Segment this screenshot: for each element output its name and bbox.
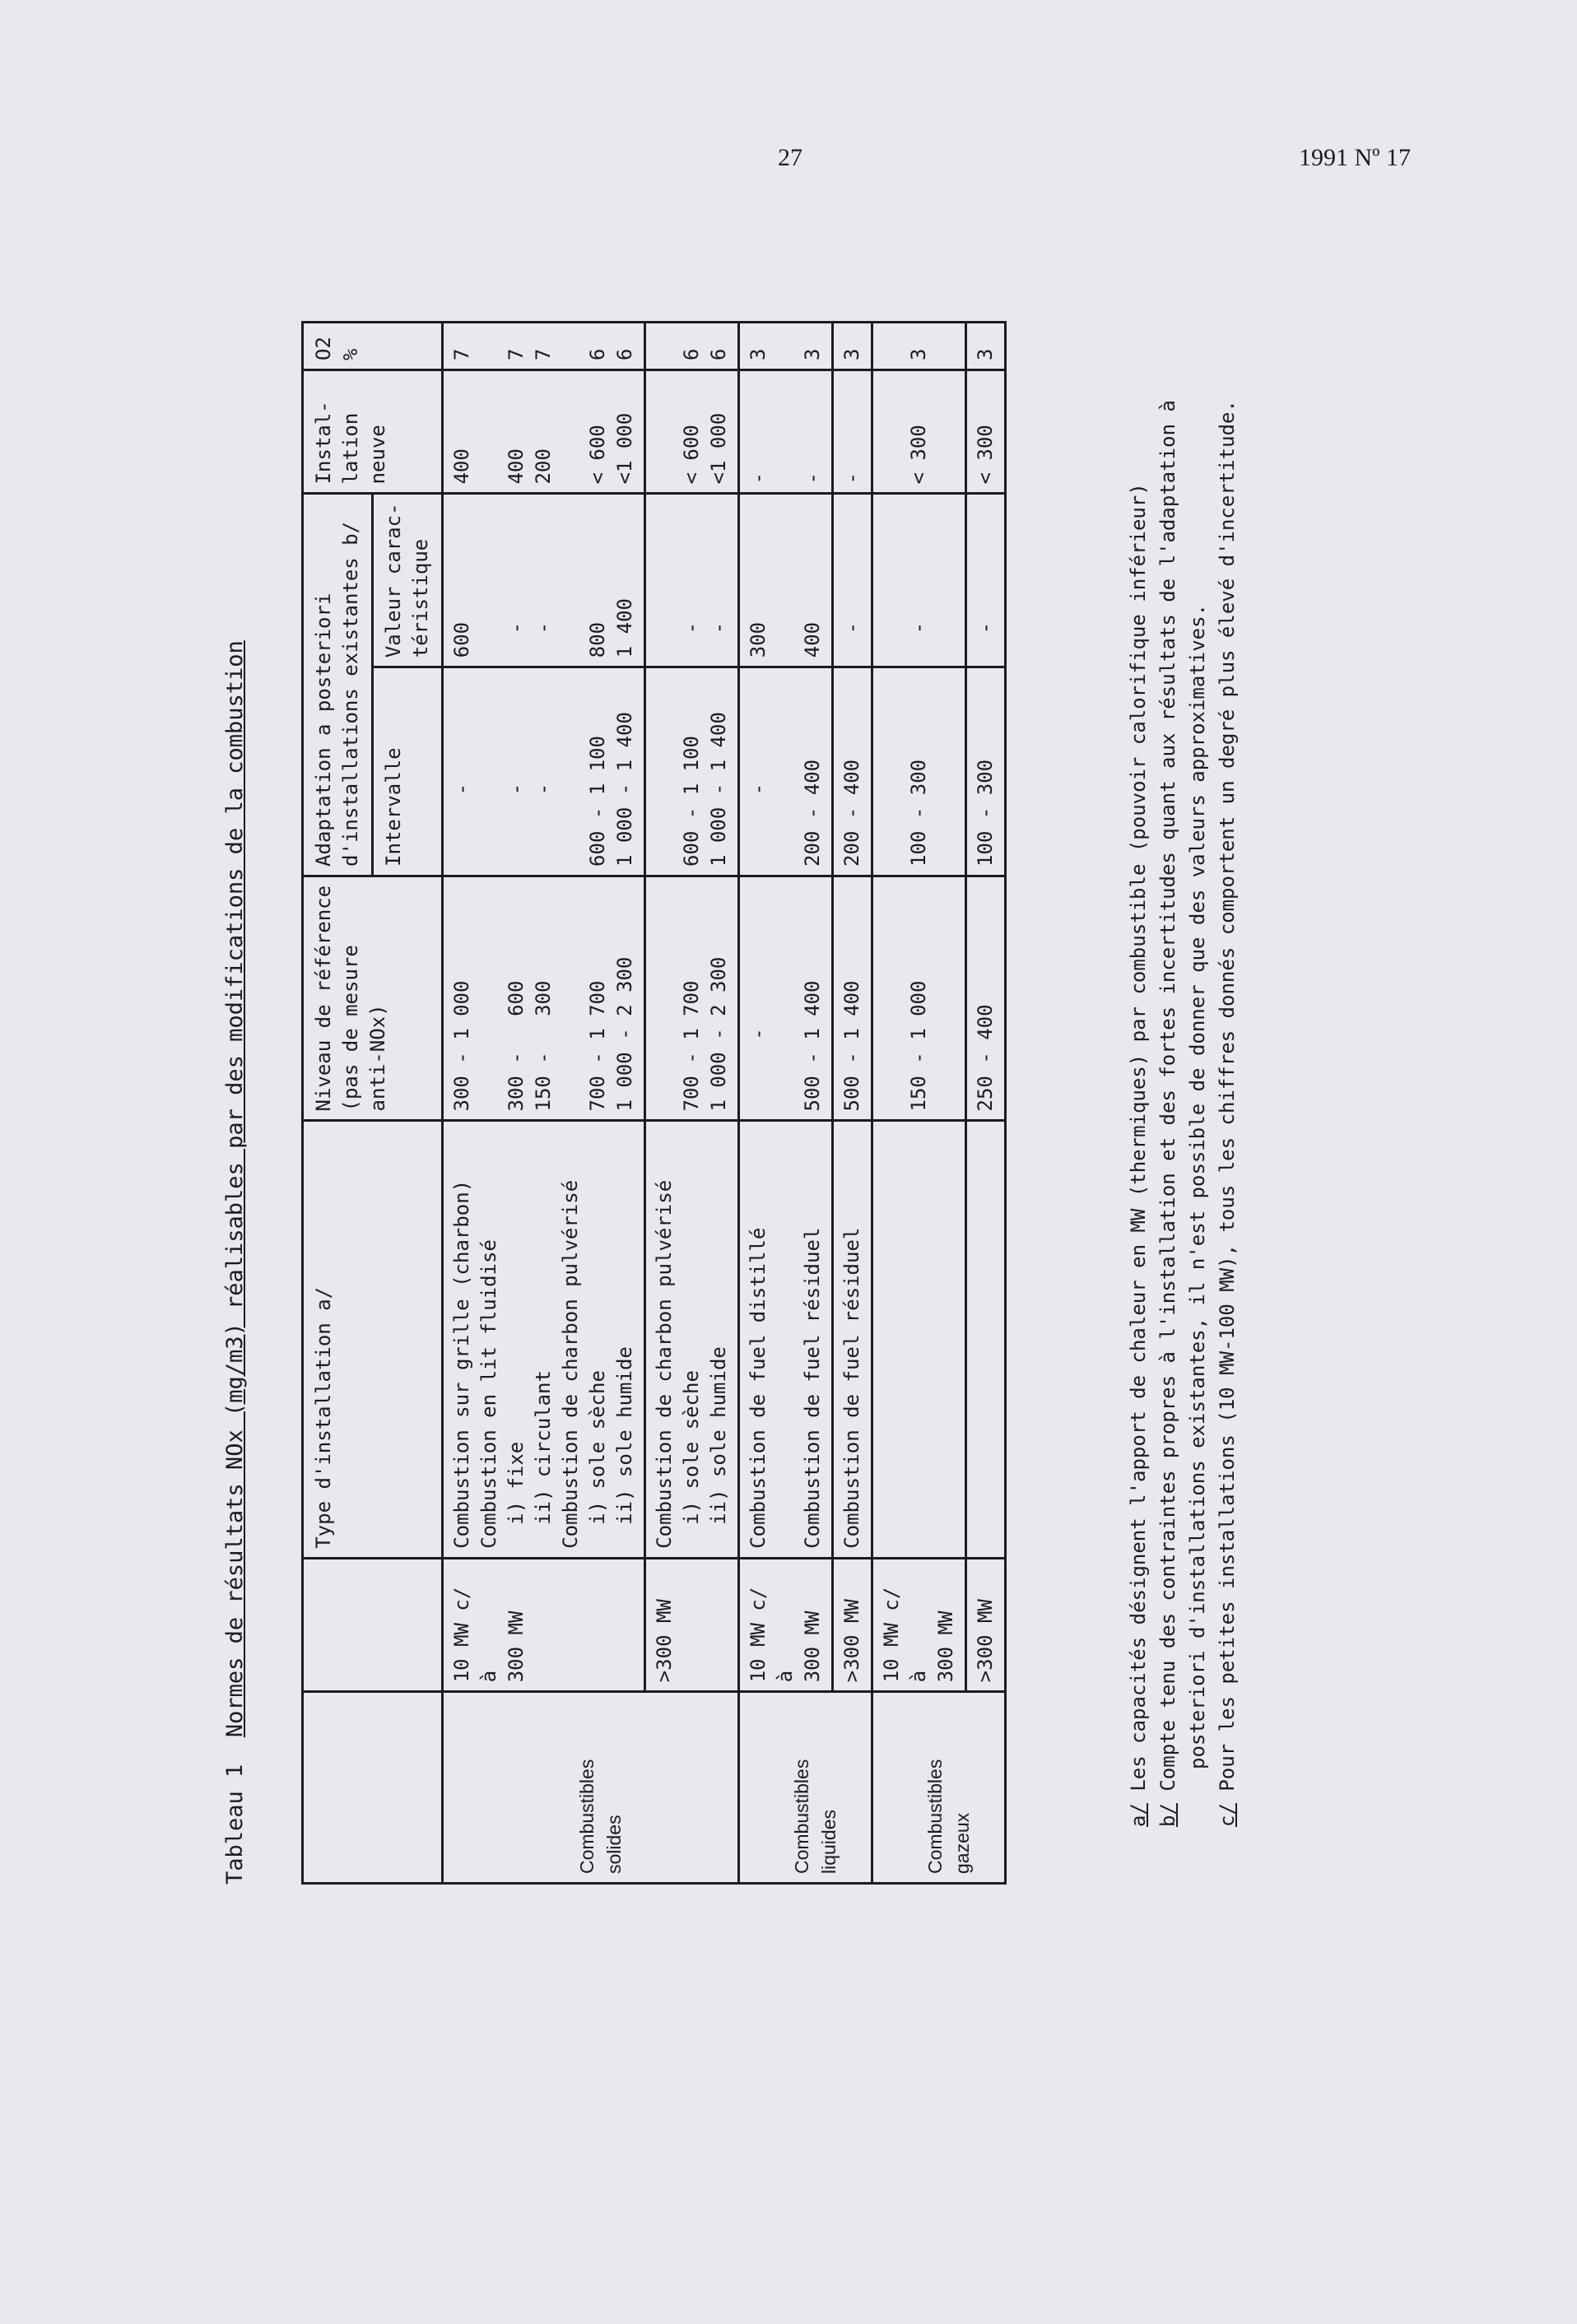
new-installation-cell: < 600 <1 000	[645, 370, 739, 493]
footnote-marker: b/	[1156, 1803, 1179, 1827]
header-reference: Niveau de référence (pas de mesure anti-NOx)	[303, 876, 443, 1121]
capacity-cell: >300 MW	[966, 1558, 1006, 1692]
value-cell: -	[872, 494, 966, 667]
new-installation-cell: - -	[739, 370, 833, 493]
o2-cell: 3 3	[739, 323, 833, 370]
category-liquides: Combustibles liquides	[739, 1692, 872, 1884]
interval-cell: 100 - 300	[872, 667, 966, 876]
document-reference: 1991 Nº 17	[1299, 144, 1411, 171]
new-installation-cell: -	[833, 370, 872, 493]
reference-cell: - 500 - 1 400	[739, 876, 833, 1121]
footnote-marker: a/	[1127, 1803, 1150, 1827]
footnote-text: Compte tenu des contraintes propres à l'installation et des fortes incertitudes quant aux résultats de l'adaptation à posteriori d'installations existantes, il n'est possible de donner que des valeurs approximatives.	[1156, 400, 1209, 1792]
table-row	[739, 323, 833, 1884]
reference-cell: 250 - 400	[966, 876, 1006, 1121]
page-number: 27	[778, 144, 802, 171]
table-header-row	[303, 323, 373, 1884]
value-cell: 300 400	[739, 494, 833, 667]
interval-cell: - - - 600 - 1 100 1 000 - 1 400	[443, 667, 645, 876]
nox-table	[301, 321, 1007, 1885]
value-cell: 600 - - 800 1 400	[443, 494, 645, 667]
type-cell	[966, 1121, 1006, 1558]
footnote-text: Pour les petites installations (10 MW-100 MW), tous les chiffres donnés comportent un degré plus élevé d'incertitude.	[1216, 400, 1239, 1792]
interval-cell: - 200 - 400	[739, 667, 833, 876]
table-row	[443, 323, 645, 1884]
table-title-text: Normes de résultats NOx (mg/m3) réalisables par des modifications de la combustion	[222, 640, 248, 1738]
reference-cell: 700 - 1 700 1 000 - 2 300	[645, 876, 739, 1121]
type-cell	[872, 1121, 966, 1558]
footnote-b	[1153, 321, 1212, 1885]
reference-cell: 150 - 1 000	[872, 876, 966, 1121]
header-o2: O2 %	[303, 323, 443, 370]
table-title	[222, 321, 248, 1885]
o2-cell: 6 6	[645, 323, 739, 370]
new-installation-cell: 400 400 200 < 600 <1 000	[443, 370, 645, 493]
table-row	[645, 323, 739, 1884]
type-cell: Combustion sur grille (charbon) Combustion en lit fluidisé i) fixe ii) circulant Combustion de charbon pulvérisé i) sole sèche ii) sole humide	[443, 1121, 645, 1558]
footnote-text: Les capacités désignent l'apport de chaleur en MW (thermiques) par combustible (pouvoir calorifique inférieur)	[1127, 483, 1150, 1792]
reference-cell: 500 - 1 400	[833, 876, 872, 1121]
o2-cell: 3	[872, 323, 966, 370]
header-value: Valeur carac- téristique	[373, 494, 443, 667]
header-adaptation: Adaptation a posteriori d'installations existantes b/	[303, 494, 373, 876]
header-new-installation: Instal- lation neuve	[303, 370, 443, 493]
footnote-marker: c/	[1216, 1803, 1239, 1827]
table-label: Tableau 1	[222, 1764, 248, 1885]
interval-cell: 600 - 1 100 1 000 - 1 400	[645, 667, 739, 876]
table-row	[833, 323, 872, 1884]
new-installation-cell: < 300	[966, 370, 1006, 493]
header-interval: Intervalle	[373, 667, 443, 876]
value-cell: - -	[645, 494, 739, 667]
capacity-cell: 10 MW c/ à 300 MW	[443, 1558, 645, 1692]
footnote-a	[1123, 321, 1153, 1885]
header-capacity	[303, 1558, 443, 1692]
table-row	[966, 323, 1006, 1884]
value-cell: -	[833, 494, 872, 667]
capacity-cell: 10 MW c/ à 300 MW	[872, 1558, 966, 1692]
header-category	[303, 1692, 443, 1884]
o2-cell: 7 7 7 6 6	[443, 323, 645, 370]
header-type: Type d'installation a/	[303, 1121, 443, 1558]
o2-cell: 3	[966, 323, 1006, 370]
value-cell: -	[966, 494, 1006, 667]
category-gazeux: Combustibles gazeux	[872, 1692, 1006, 1884]
rotated-table-block	[222, 304, 1457, 1885]
footnote-c	[1212, 321, 1242, 1885]
interval-cell: 200 - 400	[833, 667, 872, 876]
new-installation-cell: < 300	[872, 370, 966, 493]
table-row	[872, 323, 966, 1884]
interval-cell: 100 - 300	[966, 667, 1006, 876]
type-cell: Combustion de fuel résiduel	[833, 1121, 872, 1558]
footnotes	[1123, 321, 1242, 1885]
o2-cell: 3	[833, 323, 872, 370]
reference-cell: 300 - 1 000 300 - 600 150 - 300 700 - 1 700 1 000 - 2 300	[443, 876, 645, 1121]
type-cell: Combustion de charbon pulvérisé i) sole sèche ii) sole humide	[645, 1121, 739, 1558]
capacity-cell: >300 MW	[833, 1558, 872, 1692]
category-solides: Combustibles solides	[443, 1692, 739, 1884]
capacity-cell: 10 MW c/ à 300 MW	[739, 1558, 833, 1692]
page-header	[0, 144, 1577, 185]
capacity-cell: >300 MW	[645, 1558, 739, 1692]
type-cell: Combustion de fuel distillé Combustion de fuel résiduel	[739, 1121, 833, 1558]
